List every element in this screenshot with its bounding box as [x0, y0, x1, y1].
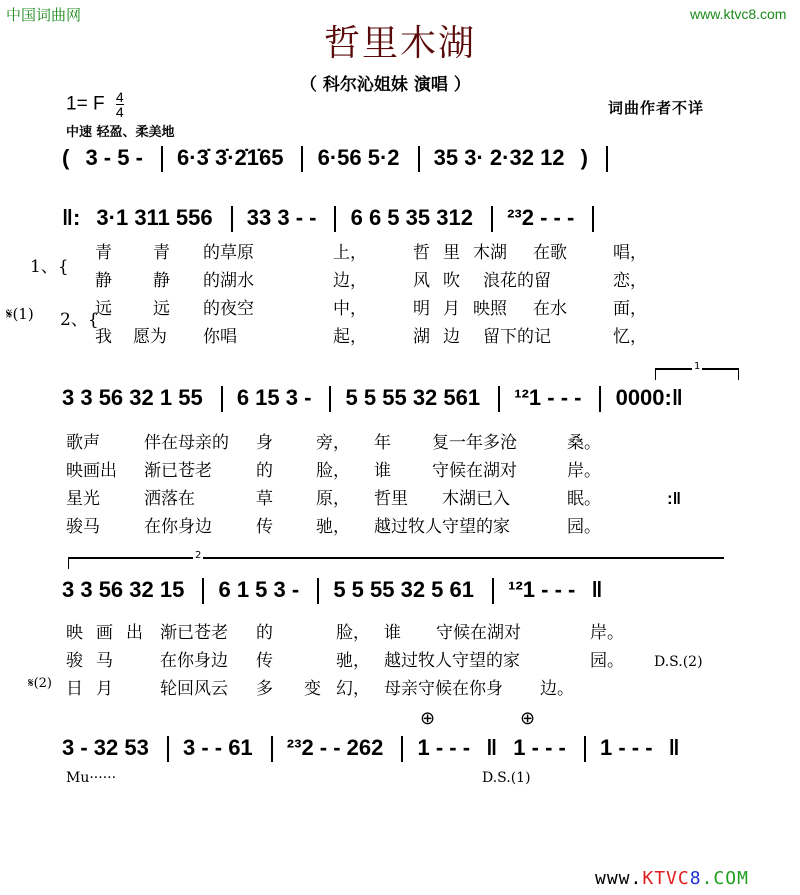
lyric: 原，: [316, 489, 350, 509]
barline: [329, 386, 331, 412]
measure: 6 6 5 35 312: [350, 205, 473, 230]
barline: [492, 578, 494, 604]
volta-2-bracket: [68, 550, 724, 569]
barline: [161, 146, 163, 172]
lyric: 身: [256, 433, 273, 453]
lyric: 明: [413, 299, 430, 319]
verse-2-label: 2、{: [60, 310, 99, 330]
measure: 5 5 55 32 5 61: [333, 577, 474, 602]
lyric-line: [66, 428, 601, 453]
lyric: 你唱: [203, 327, 237, 347]
double-barline: ‖: [591, 577, 603, 602]
lyric: 骏: [66, 651, 83, 671]
lyric: 月: [443, 299, 460, 319]
score-row-4: [62, 577, 612, 604]
lyric: 我: [95, 327, 112, 347]
lyric: 木湖: [473, 243, 507, 263]
barline: [221, 386, 223, 412]
close-paren: ): [580, 145, 588, 170]
logo-www: www.: [595, 868, 643, 889]
lyric: 桑。: [567, 433, 601, 453]
barline: [401, 736, 403, 762]
lyric: 渐已苍老: [160, 623, 228, 643]
lyric: 洒落在: [144, 489, 195, 509]
lyric: 静: [95, 271, 112, 291]
lyric: 幻，: [336, 679, 370, 699]
lyric: 唱，: [613, 243, 647, 263]
logo-ktv: KTV: [642, 868, 678, 889]
lyric: 留下的记: [483, 327, 551, 347]
barline: [606, 146, 608, 172]
lyric: 哲: [413, 243, 430, 263]
lyric: 的: [256, 461, 273, 481]
lyric: 的湖水: [203, 271, 254, 291]
humming-lyric: Mu······: [66, 770, 117, 786]
barline: [231, 206, 233, 232]
lyric: 恋，: [613, 271, 647, 291]
lyric: 面，: [613, 299, 647, 319]
lyric: 复一年多沧: [432, 433, 517, 453]
barline: [592, 206, 594, 232]
lyric: 远: [153, 299, 170, 319]
lyric: 风: [413, 271, 430, 291]
logo-com: .COM: [701, 868, 749, 889]
lyric-line: [66, 618, 624, 643]
barline: [317, 578, 319, 604]
lyric: 映画出: [66, 461, 117, 481]
lyric: 青: [153, 243, 170, 263]
measure: ²³2 - - 262: [286, 735, 384, 760]
lyric: 草: [256, 489, 273, 509]
measure: 1 - - -: [513, 735, 566, 760]
lyric: 变: [304, 679, 321, 699]
barline: [202, 578, 204, 604]
lyric: 驰，: [336, 651, 370, 671]
lyric: 谁: [374, 461, 391, 481]
score-row-2: [62, 205, 602, 232]
lyric: 里: [443, 243, 460, 263]
measure: 3 - 5 -: [85, 145, 143, 170]
lyric: 边。: [540, 679, 574, 699]
lyric: 日: [66, 679, 83, 699]
lyric: 多: [256, 679, 273, 699]
time-signature: [116, 90, 124, 119]
barline: [301, 146, 303, 172]
lyric: 轮回风云: [160, 679, 228, 699]
lyric: 木湖已入: [442, 489, 510, 509]
verse-1-label: 1、{: [30, 257, 69, 277]
lyric: 园。: [567, 517, 601, 537]
measure: ²³2 - - -: [507, 205, 575, 230]
lyric: 浪花的留: [483, 271, 551, 291]
barline: [418, 146, 420, 172]
measure: 1 - - -: [417, 735, 471, 760]
volta-2-label: 2: [195, 550, 202, 561]
measure: 35 3· 2·32 12: [433, 145, 565, 170]
lyric-line: [66, 484, 681, 509]
lyric: 上，: [333, 243, 367, 263]
lyric: 眠。: [567, 489, 601, 509]
measure: 3 - - 61: [182, 735, 253, 760]
logo-c: C: [677, 868, 690, 889]
lyric: 边: [443, 327, 460, 347]
lyric: 歌声: [66, 433, 100, 453]
barline: [334, 206, 336, 232]
lyric-line: [95, 266, 647, 291]
lyric: 远: [95, 299, 112, 319]
lyric: 岸。: [567, 461, 601, 481]
lyric: 传: [256, 651, 273, 671]
measure: 3 - 32 53: [62, 735, 149, 760]
site-url-right[interactable]: www.ktvc8.com: [690, 6, 787, 22]
segno-1: 𝄋(1): [6, 305, 34, 323]
lyric: 起，: [333, 327, 367, 347]
lyric: 越过牧人守望的家: [374, 517, 510, 537]
barline: [498, 386, 500, 412]
lyric: 传: [256, 517, 273, 537]
lyric: 在歌: [533, 243, 567, 263]
repeat-start: ‖:: [62, 205, 81, 230]
lyric-line: [66, 674, 574, 699]
measure: 6·56 5·2: [317, 145, 400, 170]
site-name-left: 中国词曲网: [6, 6, 82, 24]
key-signature: [66, 90, 124, 119]
lyric: 月: [96, 679, 113, 699]
lyric: 母亲守候在你身: [384, 679, 503, 699]
score-row-1: [62, 145, 616, 172]
measure: 3 3 56 32 15: [62, 577, 185, 602]
lyric: 愿为: [133, 327, 167, 347]
lyric: 的草原: [203, 243, 254, 263]
measure: ¹²1 - - -: [508, 577, 576, 602]
lyric: 青: [95, 243, 112, 263]
time-bottom: 4: [115, 104, 124, 120]
measure: 6 1 5 3 -: [218, 577, 300, 602]
lyric: 画: [96, 623, 113, 643]
lyric: 伴在母亲的: [144, 433, 229, 453]
lyric: 在你身边: [160, 651, 228, 671]
lyric: 中，: [333, 299, 367, 319]
double-barline: ‖: [486, 735, 498, 760]
score-row-3: [62, 385, 693, 412]
lyric: 边，: [333, 271, 367, 291]
lyric: 星光: [66, 489, 100, 509]
barline: [167, 736, 169, 762]
open-paren: (: [62, 145, 70, 170]
segno-2: 𝄋(2): [28, 676, 53, 691]
performer-line: （ 科尔沁姐妹 演唱 ）: [300, 75, 471, 95]
composer-note: 词曲作者不详: [608, 99, 705, 117]
coda-sign-icon: ⊕: [520, 708, 536, 729]
measure: 6·3̇ 3̇·2̇1̇65: [177, 145, 284, 170]
ds-2-marking: D.S.(2): [654, 654, 703, 670]
footer-logo: [595, 868, 749, 889]
measure: 1 - - -: [599, 735, 653, 760]
lyric: 马: [96, 651, 113, 671]
lyric: 的夜空: [203, 299, 254, 319]
coda-sign-icon: ⊕: [420, 708, 436, 729]
lyric: 映照: [473, 299, 507, 319]
lyric: 映: [66, 623, 83, 643]
lyric-line: [95, 238, 647, 263]
song-title: 哲里木湖: [323, 23, 476, 64]
lyric: 脸，: [336, 623, 370, 643]
lyric: 岸。: [590, 623, 624, 643]
final-barline: ‖: [668, 735, 680, 760]
time-top: 4: [115, 89, 124, 105]
measure-repeat-end: 0000:‖: [615, 385, 683, 410]
lyric-line: [66, 512, 601, 537]
lyric: 吹: [443, 271, 460, 291]
tempo-marking: 中速 轻盈、柔美地: [66, 125, 175, 140]
lyric: 驰，: [316, 517, 350, 537]
measure: ¹²1 - - -: [514, 385, 582, 410]
measure: 5 5 55 32 561: [345, 385, 481, 410]
lyric: 谁: [384, 623, 401, 643]
measure: 6 15 3 -: [236, 385, 312, 410]
barline: [599, 386, 601, 412]
lyric: 在你身边: [144, 517, 212, 537]
lyric-line: [95, 322, 647, 347]
barline: [491, 206, 493, 232]
logo-8: 8: [689, 868, 702, 889]
lyric: 的: [256, 623, 273, 643]
lyric: 忆，: [613, 327, 647, 347]
lyric: 守候在湖对: [436, 623, 521, 643]
volta-1-bracket: [655, 361, 739, 380]
lyric: 旁，: [316, 433, 350, 453]
barline: [271, 736, 273, 762]
lyric: 出: [126, 623, 143, 643]
lyric: 哲里: [374, 489, 408, 509]
lyric: 静: [153, 271, 170, 291]
lyric: 越过牧人守望的家: [384, 651, 520, 671]
lyric: 骏马: [66, 517, 100, 537]
lyric: 湖: [413, 327, 430, 347]
key-label: 1= F: [66, 93, 105, 115]
ds-1-marking: D.S.(1): [482, 770, 531, 786]
lyric: 在水: [533, 299, 567, 319]
lyric: 园。: [590, 651, 624, 671]
lyric-line: [66, 646, 703, 671]
measure: 3 3 56 32 1 55: [62, 385, 203, 410]
lyric-line: [66, 456, 601, 481]
lyric: 守候在湖对: [432, 461, 517, 481]
barline: [584, 736, 586, 762]
repeat-end-mark: :‖: [667, 489, 682, 508]
lyric-line: [95, 294, 647, 319]
volta-1-label: 1: [694, 361, 701, 372]
lyric: 渐已苍老: [144, 461, 212, 481]
lyric: 脸，: [316, 461, 350, 481]
score-row-5: [62, 735, 690, 762]
measure: 3·1 311 556: [96, 205, 213, 230]
lyric: 年: [374, 433, 391, 453]
measure: 33 3 - -: [246, 205, 317, 230]
